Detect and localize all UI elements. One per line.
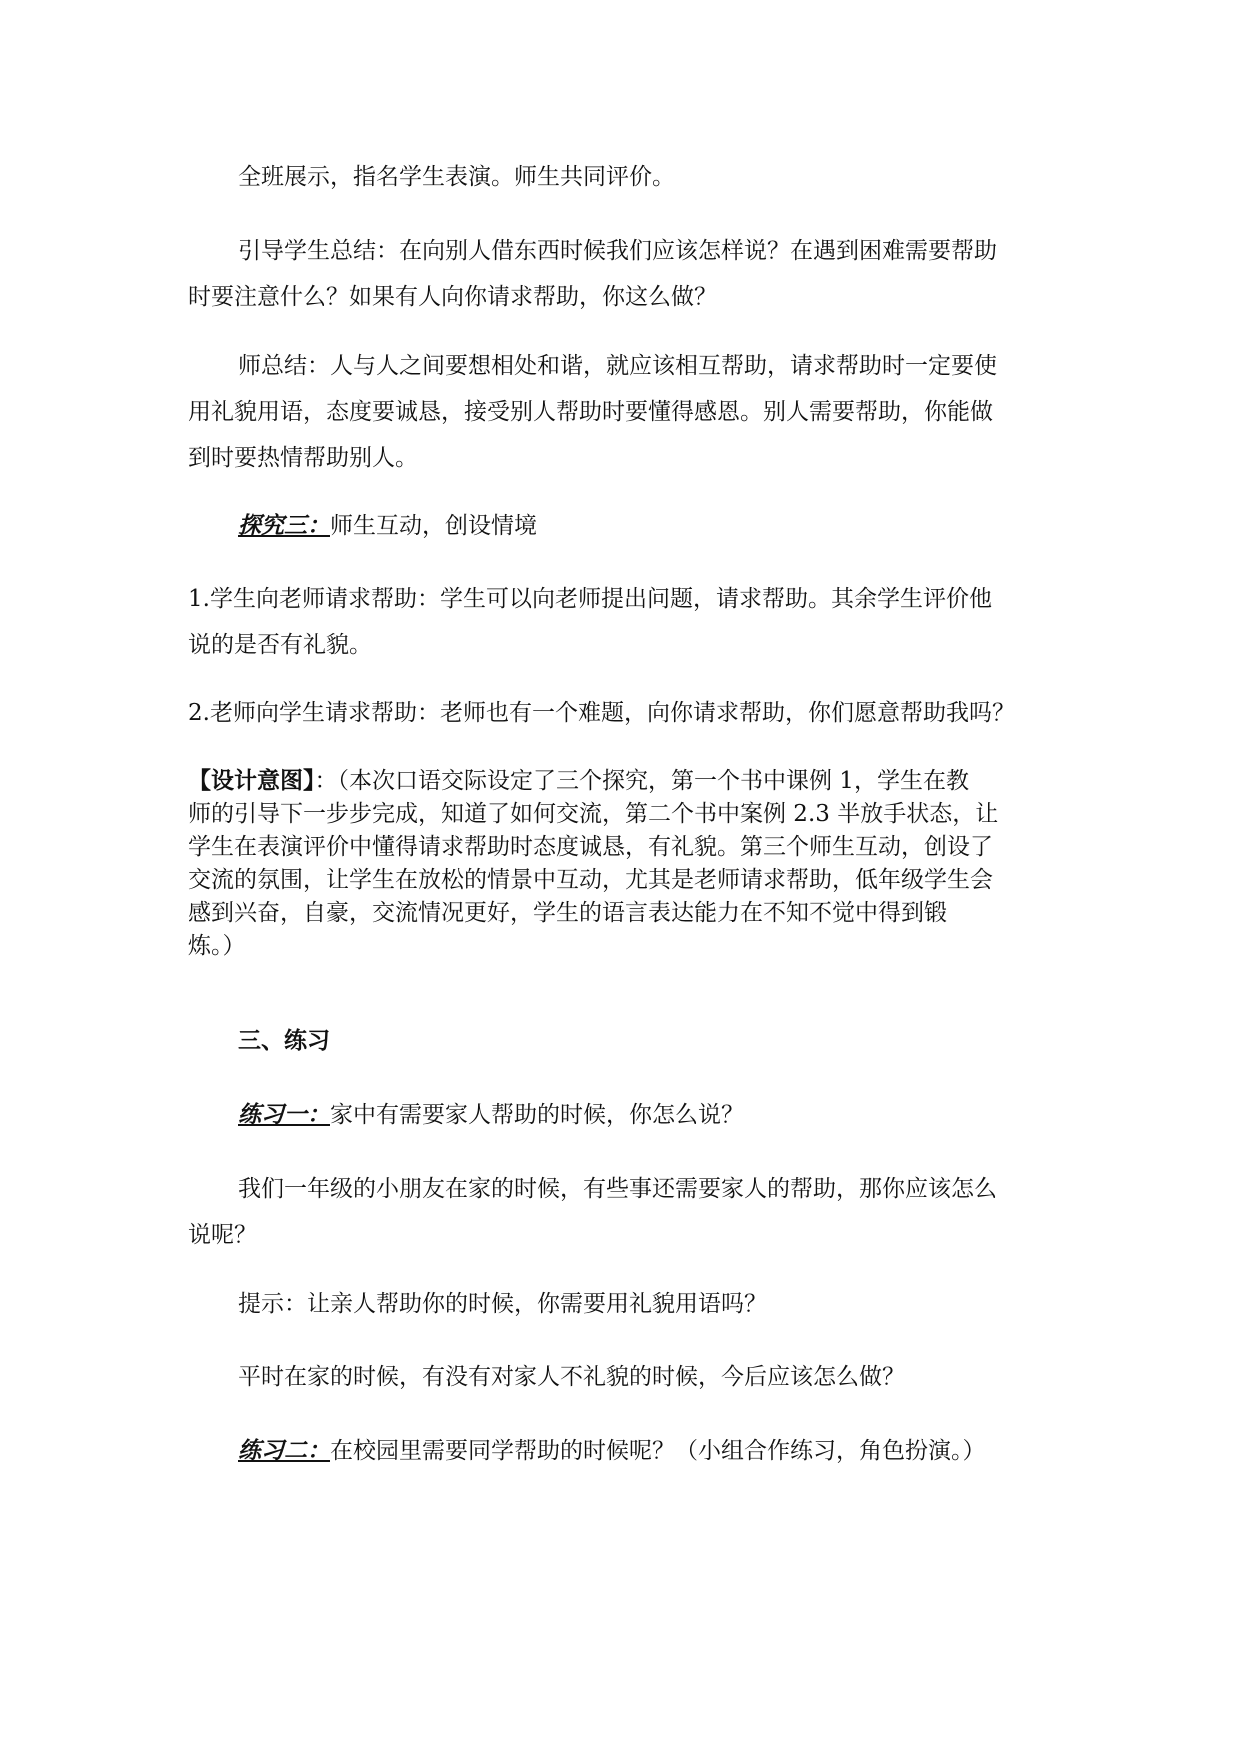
paragraph-inquiry-three (188, 503, 1056, 549)
text-line (188, 503, 1056, 549)
text-line: 说呢？ (188, 1222, 257, 1248)
text-line: 交流的氛围，让学生在放松的情景中互动，尤其是老师请求帮助，低年级学生会 (188, 867, 993, 893)
text-line: 时要注意什么？如果有人向你请求帮助，你这么做？ (188, 284, 717, 310)
practice-two-label: 练习二： (238, 1437, 330, 1464)
practice-one-label: 练习一： (238, 1101, 330, 1128)
text-line: 说的是否有礼貌。 (188, 632, 372, 658)
inquiry-three-text: 师生互动，创设情境 (330, 513, 537, 539)
text-line: 提示：让亲人帮助你的时候，你需要用礼貌用语吗？ (238, 1291, 767, 1317)
text-line: 引导学生总结：在向别人借东西时候我们应该怎样说？在遇到困难需要帮助 (238, 238, 997, 264)
design-intent-label: 【设计意图】 (188, 767, 315, 794)
text-line: 感到兴奋，自豪，交流情况更好，学生的语言表达能力在不知不觉中得到锻 (188, 900, 947, 926)
paragraph-first-graders (188, 1166, 1056, 1258)
paragraph-practice-one (188, 1092, 1056, 1138)
text-line (188, 1092, 1056, 1138)
text-line: 1.学生向老师请求帮助：学生可以向老师提出问题，请求帮助。其余学生评价他 (188, 586, 992, 612)
text-line: 全班展示，指名学生表演。师生共同评价。 (238, 164, 675, 190)
practice-two-text: 在校园里需要同学帮助的时候呢？（小组合作练习，角色扮演。） (330, 1438, 986, 1464)
paragraph-practice-two (188, 1428, 1056, 1474)
paragraph-teacher-summary (188, 343, 1056, 481)
text-line: 炼。） (188, 933, 246, 959)
paragraph-hint (188, 1281, 1056, 1327)
text-line: 2.老师向学生请求帮助：老师也有一个难题，向你请求帮助，你们愿意帮助我吗？ (188, 700, 1015, 726)
practice-one-text: 家中有需要家人帮助的时候，你怎么说？ (330, 1102, 744, 1128)
text-line (188, 764, 1056, 798)
paragraph-design-intent (188, 764, 1056, 963)
text-line: 用礼貌用语，态度要诚恳，接受别人帮助时要懂得感恩。别人需要帮助，你能做 (188, 399, 993, 425)
text-line: 我们一年级的小朋友在家的时候，有些事还需要家人的帮助，那你应该怎么 (238, 1176, 997, 1202)
section-heading-practice (188, 1018, 1056, 1064)
paragraph-guide-summary (188, 228, 1056, 320)
inquiry-three-label: 探究三： (238, 512, 330, 539)
paragraph-item-1 (188, 576, 1056, 668)
text-line: 学生在表演评价中懂得请求帮助时态度诚恳，有礼貌。第三个师生互动，创设了 (188, 834, 993, 860)
text-line (188, 1428, 1056, 1474)
paragraph-class-demo (188, 154, 1056, 200)
text-line: 师总结：人与人之间要想相处和谐，就应该相互帮助，请求帮助时一定要使 (238, 353, 997, 379)
text-line: 到时要热情帮助别人。 (188, 445, 418, 471)
text-line: 平时在家的时候，有没有对家人不礼貌的时候，今后应该怎么做？ (238, 1364, 905, 1390)
heading-text: 三、练习 (238, 1027, 330, 1054)
text-line: 师的引导下一步步完成，知道了如何交流，第二个书中案例 2.3 半放手状态，让 (188, 801, 999, 827)
paragraph-reflection (188, 1354, 1056, 1400)
paragraph-item-2 (188, 690, 1056, 736)
design-intent-text: ：（本次口语交际设定了三个探究，第一个书中课例 1，学生在教 (314, 768, 969, 794)
